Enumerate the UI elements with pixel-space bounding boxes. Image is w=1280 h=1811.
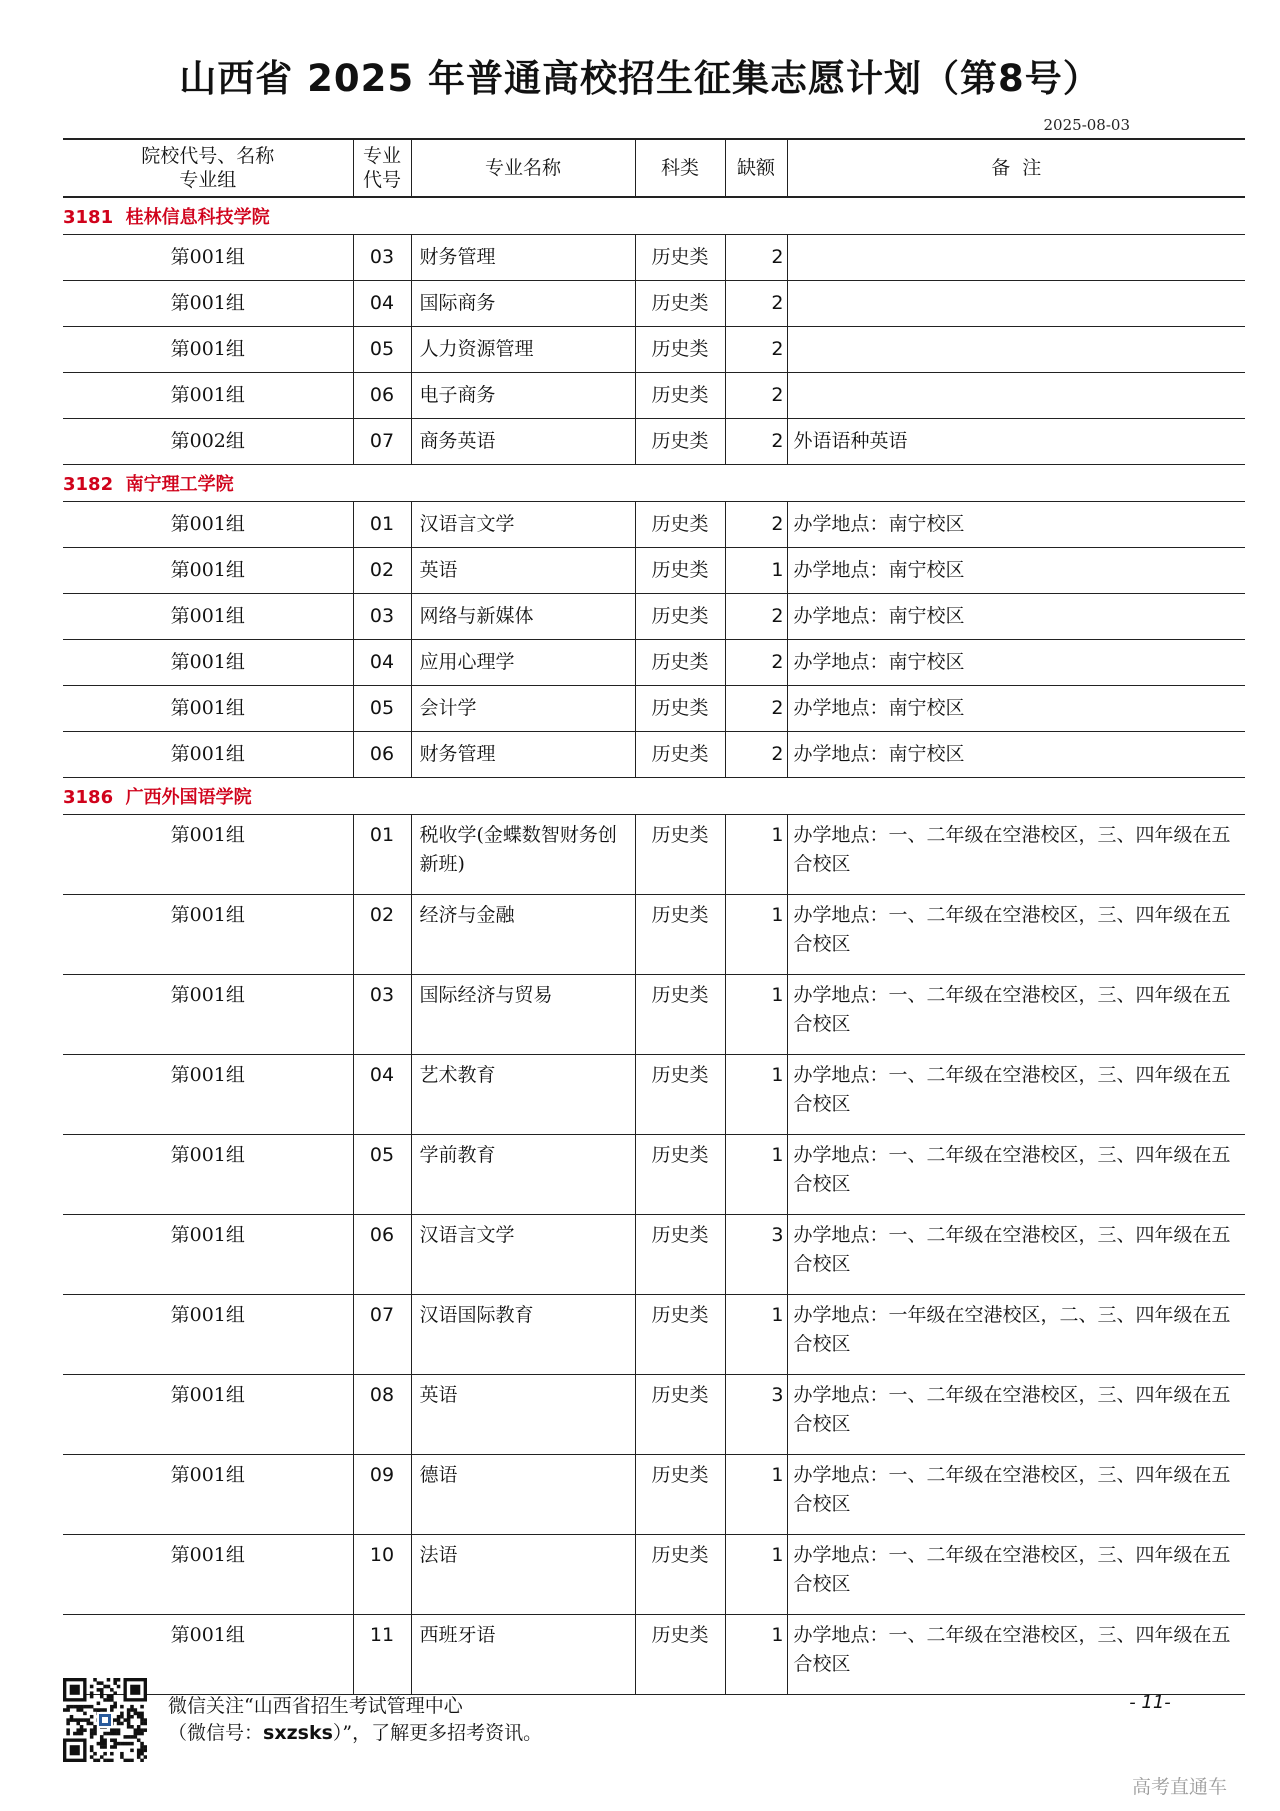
header-code-line2: 代号 <box>362 169 401 191</box>
quota-cell: 2 <box>725 502 787 548</box>
table-row <box>63 1055 1245 1135</box>
major-code-cell: 08 <box>353 1375 411 1455</box>
table-row <box>63 502 1245 548</box>
major-name-cell: 财务管理 <box>411 235 635 281</box>
school-name: 3181 桂林信息科技学院 <box>63 197 1245 235</box>
table-row <box>63 548 1245 594</box>
major-name-cell: 法语 <box>411 1535 635 1615</box>
note-cell: 办学地点：南宁校区 <box>787 548 1245 594</box>
school-header-row <box>63 778 1245 815</box>
category-cell: 历史类 <box>635 1055 725 1135</box>
category-cell: 历史类 <box>635 1295 725 1375</box>
page-number: - 11- <box>1129 1692 1171 1713</box>
group-cell: 第002组 <box>63 419 353 465</box>
note-cell: 办学地点：一、二年级在空港校区，三、四年级在五合校区 <box>787 1455 1245 1535</box>
group-cell: 第001组 <box>63 235 353 281</box>
note-cell: 办学地点：一、二年级在空港校区，三、四年级在五合校区 <box>787 1215 1245 1295</box>
category-cell: 历史类 <box>635 373 725 419</box>
note-cell: 办学地点：一、二年级在空港校区，三、四年级在五合校区 <box>787 1535 1245 1615</box>
category-cell: 历史类 <box>635 281 725 327</box>
major-name-cell: 英语 <box>411 1375 635 1455</box>
category-cell: 历史类 <box>635 975 725 1055</box>
quota-cell: 1 <box>725 1055 787 1135</box>
quota-cell: 1 <box>725 815 787 895</box>
quota-cell: 2 <box>725 640 787 686</box>
note-cell: 办学地点：南宁校区 <box>787 732 1245 778</box>
major-name-cell: 国际经济与贸易 <box>411 975 635 1055</box>
group-cell: 第001组 <box>63 975 353 1055</box>
wechat-id: sxzsks <box>263 1722 333 1744</box>
major-name-cell: 应用心理学 <box>411 640 635 686</box>
group-cell: 第001组 <box>63 732 353 778</box>
group-cell: 第001组 <box>63 281 353 327</box>
note-cell: 办学地点：一、二年级在空港校区，三、四年级在五合校区 <box>787 975 1245 1055</box>
category-cell: 历史类 <box>635 732 725 778</box>
qr-code-image <box>63 1678 147 1762</box>
document-date: 2025-08-03 <box>1043 116 1130 134</box>
quota-cell: 2 <box>725 594 787 640</box>
qr-code-graphic <box>63 1678 147 1762</box>
table-row <box>63 235 1245 281</box>
category-cell: 历史类 <box>635 419 725 465</box>
header-note: 备 注 <box>787 139 1245 197</box>
major-code-cell: 06 <box>353 1215 411 1295</box>
note-cell: 办学地点：南宁校区 <box>787 594 1245 640</box>
group-cell: 第001组 <box>63 502 353 548</box>
major-code-cell: 05 <box>353 327 411 373</box>
major-name-cell: 电子商务 <box>411 373 635 419</box>
category-cell: 历史类 <box>635 502 725 548</box>
footer-line2-prefix: （微信号： <box>168 1722 264 1744</box>
quota-cell: 1 <box>725 1615 787 1695</box>
category-cell: 历史类 <box>635 1535 725 1615</box>
category-cell: 历史类 <box>635 815 725 895</box>
quota-cell: 1 <box>725 1295 787 1375</box>
note-cell: 办学地点：一、二年级在空港校区，三、四年级在五合校区 <box>787 1375 1245 1455</box>
category-cell: 历史类 <box>635 1375 725 1455</box>
major-code-cell: 02 <box>353 895 411 975</box>
quota-cell: 2 <box>725 732 787 778</box>
major-code-cell: 06 <box>353 732 411 778</box>
quota-cell: 1 <box>725 895 787 975</box>
header-school-line2: 专业组 <box>179 169 237 191</box>
header-quota: 缺额 <box>725 139 787 197</box>
category-cell: 历史类 <box>635 1455 725 1535</box>
table-header-row <box>63 139 1245 197</box>
note-cell: 办学地点：南宁校区 <box>787 640 1245 686</box>
group-cell: 第001组 <box>63 1375 353 1455</box>
category-cell: 历史类 <box>635 640 725 686</box>
major-name-cell: 税收学(金蝶数智财务创新班) <box>411 815 635 895</box>
group-cell: 第001组 <box>63 815 353 895</box>
major-code-cell: 06 <box>353 373 411 419</box>
major-code-cell: 04 <box>353 1055 411 1135</box>
major-code-cell: 07 <box>353 419 411 465</box>
category-cell: 历史类 <box>635 895 725 975</box>
table-row <box>63 1375 1245 1455</box>
plan-table <box>63 138 1245 1695</box>
watermark-text: 高考直通车 <box>1132 1776 1228 1798</box>
group-cell: 第001组 <box>63 327 353 373</box>
note-cell <box>787 327 1245 373</box>
table-row <box>63 640 1245 686</box>
table-row <box>63 1455 1245 1535</box>
major-code-cell: 04 <box>353 281 411 327</box>
major-name-cell: 网络与新媒体 <box>411 594 635 640</box>
major-code-cell: 01 <box>353 502 411 548</box>
major-name-cell: 会计学 <box>411 686 635 732</box>
group-cell: 第001组 <box>63 895 353 975</box>
table-row <box>63 1215 1245 1295</box>
category-cell: 历史类 <box>635 1135 725 1215</box>
table-row <box>63 686 1245 732</box>
table-row <box>63 281 1245 327</box>
header-major-name: 专业名称 <box>411 139 635 197</box>
table-row <box>63 327 1245 373</box>
category-cell: 历史类 <box>635 235 725 281</box>
footer-line1: 微信关注“山西省招生考试管理中心 <box>168 1695 463 1717</box>
note-cell <box>787 281 1245 327</box>
table-row <box>63 1295 1245 1375</box>
quota-cell: 3 <box>725 1215 787 1295</box>
note-cell <box>787 235 1245 281</box>
category-cell: 历史类 <box>635 686 725 732</box>
table-row <box>63 732 1245 778</box>
category-cell: 历史类 <box>635 548 725 594</box>
page-title: 山西省 2025 年普通高校招生征集志愿计划（第8号） <box>179 57 1101 100</box>
header-code-line1: 专业 <box>362 145 401 167</box>
quota-cell: 1 <box>725 975 787 1055</box>
major-code-cell: 10 <box>353 1535 411 1615</box>
note-cell: 办学地点：一年级在空港校区，二、三、四年级在五合校区 <box>787 1295 1245 1375</box>
school-header-row <box>63 197 1245 235</box>
category-cell: 历史类 <box>635 1615 725 1695</box>
quota-cell: 1 <box>725 1455 787 1535</box>
major-name-cell: 英语 <box>411 548 635 594</box>
major-code-cell: 03 <box>353 975 411 1055</box>
plan-table-body <box>63 197 1245 1695</box>
major-name-cell: 西班牙语 <box>411 1615 635 1695</box>
major-code-cell: 03 <box>353 235 411 281</box>
group-cell: 第001组 <box>63 1615 353 1695</box>
major-name-cell: 经济与金融 <box>411 895 635 975</box>
major-code-cell: 03 <box>353 594 411 640</box>
note-cell: 办学地点：南宁校区 <box>787 502 1245 548</box>
table-row <box>63 815 1245 895</box>
note-cell <box>787 373 1245 419</box>
group-cell: 第001组 <box>63 686 353 732</box>
school-name: 3186 广西外国语学院 <box>63 778 1245 815</box>
major-code-cell: 04 <box>353 640 411 686</box>
note-cell: 办学地点：一、二年级在空港校区，三、四年级在五合校区 <box>787 1055 1245 1135</box>
group-cell: 第001组 <box>63 1135 353 1215</box>
group-cell: 第001组 <box>63 1215 353 1295</box>
footer-line2 <box>168 1720 542 1747</box>
group-cell: 第001组 <box>63 548 353 594</box>
major-code-cell: 02 <box>353 548 411 594</box>
school-name: 3182 南宁理工学院 <box>63 465 1245 502</box>
major-name-cell: 商务英语 <box>411 419 635 465</box>
table-row <box>63 895 1245 975</box>
major-code-cell: 05 <box>353 1135 411 1215</box>
note-cell: 办学地点：一、二年级在空港校区，三、四年级在五合校区 <box>787 1135 1245 1215</box>
header-school <box>63 139 353 197</box>
quota-cell: 3 <box>725 1375 787 1455</box>
quota-cell: 1 <box>725 548 787 594</box>
major-name-cell: 德语 <box>411 1455 635 1535</box>
note-cell: 外语语种英语 <box>787 419 1245 465</box>
footer-wechat-notice <box>168 1693 542 1747</box>
footer-line2-suffix: ）”，了解更多招考资讯。 <box>332 1722 543 1744</box>
major-name-cell: 学前教育 <box>411 1135 635 1215</box>
group-cell: 第001组 <box>63 1055 353 1135</box>
major-code-cell: 07 <box>353 1295 411 1375</box>
quota-cell: 1 <box>725 1535 787 1615</box>
quota-cell: 1 <box>725 1135 787 1215</box>
table-row <box>63 373 1245 419</box>
major-name-cell: 财务管理 <box>411 732 635 778</box>
quota-cell: 2 <box>725 327 787 373</box>
category-cell: 历史类 <box>635 594 725 640</box>
quota-cell: 2 <box>725 686 787 732</box>
major-name-cell: 艺术教育 <box>411 1055 635 1135</box>
note-cell: 办学地点：一、二年级在空港校区，三、四年级在五合校区 <box>787 815 1245 895</box>
major-code-cell: 11 <box>353 1615 411 1695</box>
note-cell: 办学地点：南宁校区 <box>787 686 1245 732</box>
header-category: 科类 <box>635 139 725 197</box>
quota-cell: 2 <box>725 373 787 419</box>
major-name-cell: 汉语国际教育 <box>411 1295 635 1375</box>
category-cell: 历史类 <box>635 1215 725 1295</box>
category-cell: 历史类 <box>635 327 725 373</box>
table-row <box>63 975 1245 1055</box>
group-cell: 第001组 <box>63 1295 353 1375</box>
note-cell: 办学地点：一、二年级在空港校区，三、四年级在五合校区 <box>787 895 1245 975</box>
major-name-cell: 汉语言文学 <box>411 1215 635 1295</box>
table-row <box>63 1535 1245 1615</box>
quota-cell: 2 <box>725 419 787 465</box>
table-row <box>63 594 1245 640</box>
major-code-cell: 05 <box>353 686 411 732</box>
note-cell: 办学地点：一、二年级在空港校区，三、四年级在五合校区 <box>787 1615 1245 1695</box>
major-code-cell: 01 <box>353 815 411 895</box>
quota-cell: 2 <box>725 235 787 281</box>
major-name-cell: 汉语言文学 <box>411 502 635 548</box>
school-header-row <box>63 465 1245 502</box>
group-cell: 第001组 <box>63 373 353 419</box>
quota-cell: 2 <box>725 281 787 327</box>
table-row <box>63 1135 1245 1215</box>
table-row <box>63 1615 1245 1695</box>
group-cell: 第001组 <box>63 640 353 686</box>
major-name-cell: 国际商务 <box>411 281 635 327</box>
group-cell: 第001组 <box>63 1535 353 1615</box>
group-cell: 第001组 <box>63 594 353 640</box>
header-school-line1: 院校代号、名称 <box>141 145 275 167</box>
header-code <box>353 139 411 197</box>
major-name-cell: 人力资源管理 <box>411 327 635 373</box>
table-row <box>63 419 1245 465</box>
major-code-cell: 09 <box>353 1455 411 1535</box>
group-cell: 第001组 <box>63 1455 353 1535</box>
